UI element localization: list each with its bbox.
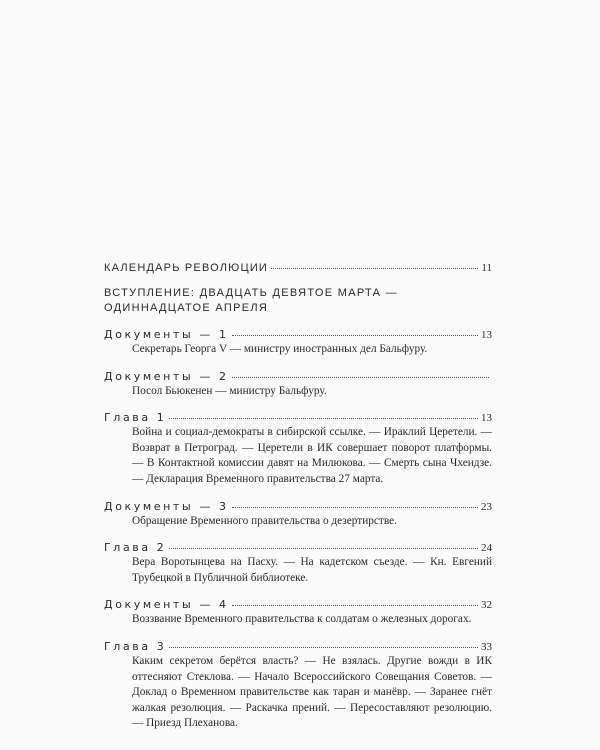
toc-entry — [104, 640, 492, 732]
page-number: 24 — [481, 542, 492, 555]
dot-leader — [169, 646, 478, 648]
intro-title-line-2: ОДИННАДЦАТОЕ АПРЕЛЯ — [104, 302, 269, 314]
page-number: 33 — [481, 640, 492, 653]
entry-description: Посол Бьюкенен — министру Бальфуру. — [132, 384, 327, 397]
entry-label: Документы — 1 — [104, 328, 229, 341]
toc-entry — [104, 370, 492, 400]
entry-description: Воззвание Временного правительства к солдатам о железных дорогах. — [132, 613, 472, 626]
entry-label: Документы — 4 — [104, 598, 229, 612]
entry-label: Документы — 2 — [104, 369, 229, 383]
intro-title — [104, 286, 492, 316]
entry-description: Война и социал-демократы в сибирской ссылке. — Ираклий Церетели. — Возврат в Петроград. — Церетели в ИК совершает поворот платформы. — В Контактной комиссии давят на Милюкова. — Смерть сына Чхеидзе. — Декларация Временного правительства 27 марта. — [132, 426, 492, 485]
toc-entry — [104, 500, 492, 530]
dot-leader — [232, 604, 478, 606]
entry-label: Глава 3 — [104, 639, 167, 653]
dot-leader — [232, 506, 478, 508]
entry-label: Глава 1 — [104, 411, 167, 425]
page-number: 13 — [481, 329, 492, 341]
dot-leader — [232, 334, 478, 336]
dot-leader — [271, 267, 478, 269]
entry-description: Каким секретом берётся власть? — Не взялась. Другие вожди в ИК оттесняют Стеклова. — Начало Всероссийского Совещания Советов. — Доклад о Временном правительстве как таран и манёвр. — Заранее гнёт жалкая резолюция. — Раскачка прений. — Пересоставляют резолюцию. — Приезд Плеханова. — [132, 654, 492, 730]
entry-label: Документы — 3 — [104, 499, 229, 513]
dot-leader — [232, 376, 489, 378]
toc-entry — [104, 541, 492, 586]
toc-entry-calendar — [104, 262, 492, 274]
page-number: 23 — [481, 500, 492, 513]
entry-label: Глава 2 — [104, 541, 167, 555]
toc-entry — [104, 411, 492, 487]
table-of-contents — [104, 262, 492, 744]
entry-description: Секретарь Георга V — министру иностранных дел Бальфуру. — [132, 343, 428, 355]
entry-description: Вера Воротынцева на Пасху. — На кадетском съезде. — Кн. Евгений Трубецкой в Публичной библиотеке. — [132, 556, 492, 584]
toc-entry — [104, 328, 492, 358]
calendar-title: КАЛЕНДАРЬ РЕВОЛЮЦИИ — [104, 262, 269, 274]
entry-description: Обращение Временного правительства о дезертирстве. — [132, 514, 397, 527]
toc-entry — [104, 598, 492, 628]
page-number: 11 — [481, 262, 492, 274]
page-number: 32 — [481, 599, 492, 612]
intro-title-line-1: ВСТУПЛЕНИЕ: ДВАДЦАТЬ ДЕВЯТОЕ МАРТА — — [104, 287, 398, 299]
dot-leader — [169, 417, 478, 419]
page-number: 13 — [481, 412, 492, 425]
dot-leader — [169, 547, 478, 549]
